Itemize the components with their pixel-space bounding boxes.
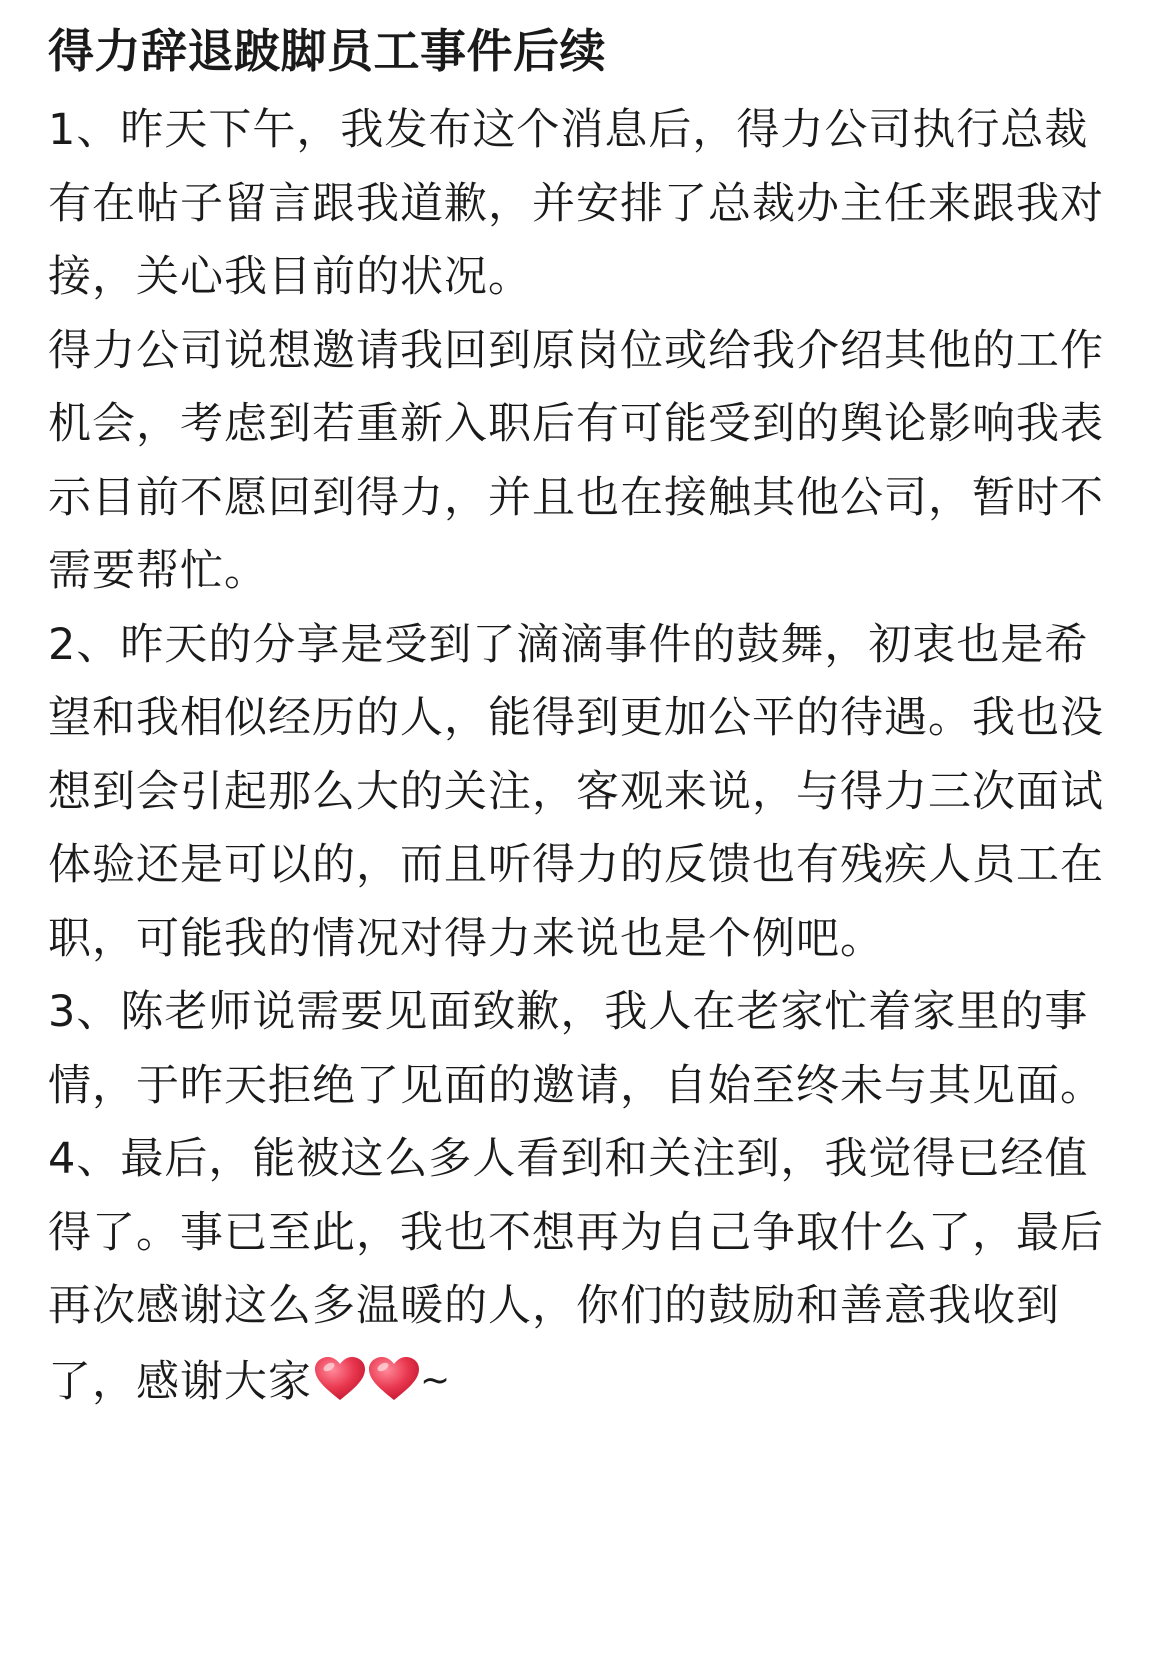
paragraph-4: 3、陈老师说需要见面致歉，我人在老家忙着家里的事情，于昨天拒绝了见面的邀请，自始至终未与其见面。 — [48, 987, 1104, 1111]
paragraph-1: 1、昨天下午，我发布这个消息后，得力公司执行总裁有在帖子留言跟我道歉，并安排了总裁办主任来跟我对接，关心我目前的状况。 — [48, 105, 1104, 302]
post-container — [48, 20, 1128, 1419]
red-heart-icon — [314, 1356, 366, 1402]
red-heart-icon — [368, 1356, 420, 1402]
closing-text: 4、最后，能被这么多人看到和关注到，我觉得已经值得了。事已至此，我也不想再为自己争取什么了，最后再次感谢这么多温暖的人，你们的鼓励和善意我收到了，感谢大家 — [48, 1134, 1104, 1407]
paragraph-2: 得力公司说想邀请我回到原岗位或给我介绍其他的工作机会，考虑到若重新入职后有可能受到的舆论影响我表示目前不愿回到得力，并且也在接触其他公司，暂时不需要帮忙。 — [48, 325, 1104, 596]
paragraph-5 — [48, 1123, 1128, 1419]
paragraph-3: 2、昨天的分享是受到了滴滴事件的鼓舞，初衷也是希望和我相似经历的人，能得到更加公平的待遇。我也没想到会引起那么大的关注，客观来说，与得力三次面试体验还是可以的，而且听得力的反馈也有残疾人员工在职，可能我的情况对得力来说也是个例吧。 — [48, 619, 1104, 964]
closing-tilde: ~ — [420, 1359, 452, 1401]
post-title: 得力辞退跛脚员工事件后续 — [48, 24, 606, 78]
